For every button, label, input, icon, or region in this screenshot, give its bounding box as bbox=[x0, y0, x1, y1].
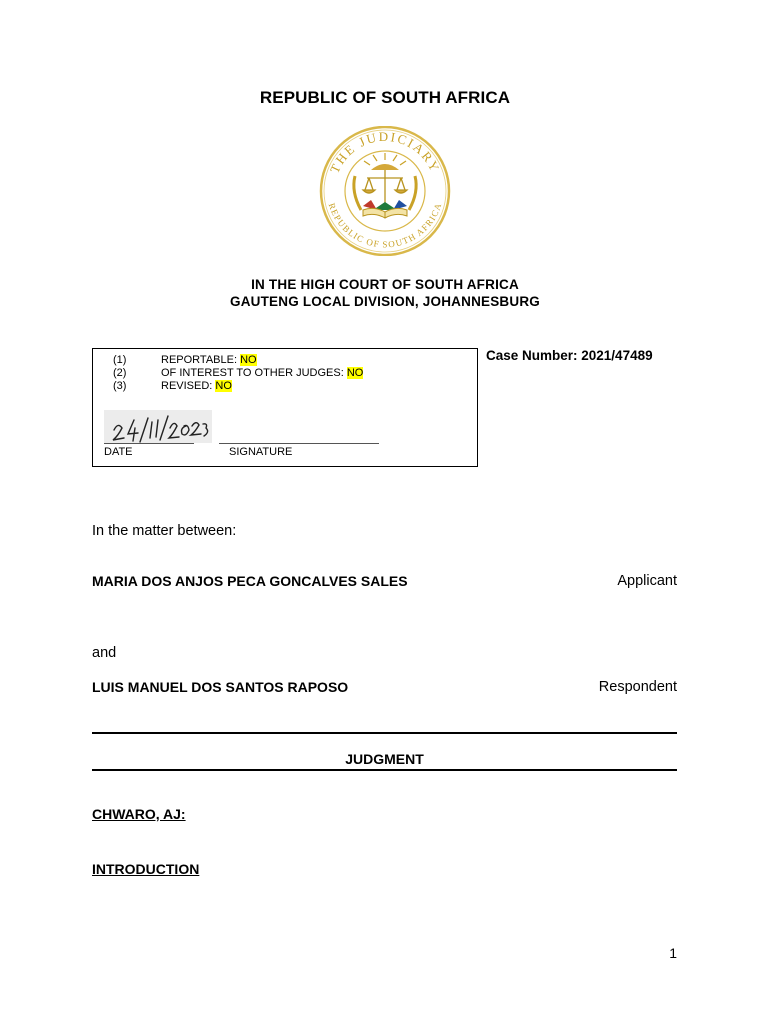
date-line bbox=[104, 443, 194, 444]
item-number: (3) bbox=[113, 380, 127, 392]
item-value: NO bbox=[346, 367, 364, 379]
date-label: DATE bbox=[104, 446, 133, 458]
matter-intro: In the matter between: bbox=[92, 523, 237, 539]
respondent-name: LUIS MANUEL DOS SANTOS RAPOSO bbox=[92, 679, 349, 695]
section-heading: INTRODUCTION bbox=[92, 861, 200, 877]
item-label: REVISED: bbox=[161, 380, 216, 392]
page-number: 1 bbox=[669, 945, 677, 961]
divider-top bbox=[92, 732, 677, 734]
handwritten-date-image bbox=[104, 410, 212, 443]
judge-name: CHWARO, AJ: bbox=[92, 806, 186, 822]
court-division: GAUTENG LOCAL DIVISION, JOHANNESBURG bbox=[230, 293, 540, 309]
reportability-box bbox=[92, 348, 478, 467]
item-label: OF INTEREST TO OTHER JUDGES: bbox=[161, 367, 347, 379]
judiciary-seal bbox=[311, 126, 459, 256]
court-heading bbox=[0, 277, 770, 310]
signature-line bbox=[219, 443, 379, 444]
applicant-name: MARIA DOS ANJOS PECA GONCALVES SALES bbox=[92, 573, 408, 589]
scales-of-justice-icon bbox=[363, 170, 407, 204]
item-number: (2) bbox=[113, 367, 127, 379]
signature-label: SIGNATURE bbox=[229, 446, 293, 458]
item-number: (1) bbox=[113, 354, 127, 366]
case-number: Case Number: 2021/47489 bbox=[486, 348, 653, 363]
country-heading: REPUBLIC OF SOUTH AFRICA bbox=[259, 88, 511, 107]
handwritten-date bbox=[104, 410, 212, 443]
respondent-role: Respondent bbox=[598, 679, 677, 695]
seal-arc-bottom-text: REPUBLIC OF SOUTH AFRICA bbox=[326, 201, 444, 250]
item-value: NO bbox=[215, 380, 232, 392]
seal-arc-top-text: THE JUDICIARY bbox=[326, 128, 444, 176]
court-name: IN THE HIGH COURT OF SOUTH AFRICA bbox=[251, 277, 519, 292]
sun-rays-icon bbox=[364, 153, 406, 165]
applicant-role: Applicant bbox=[617, 573, 677, 589]
judgment-title: JUDGMENT bbox=[345, 751, 424, 767]
divider-bottom bbox=[92, 769, 677, 771]
item-value: NO bbox=[240, 354, 257, 366]
conjunction-and: and bbox=[92, 645, 117, 661]
item-label: REPORTABLE: bbox=[161, 354, 241, 366]
